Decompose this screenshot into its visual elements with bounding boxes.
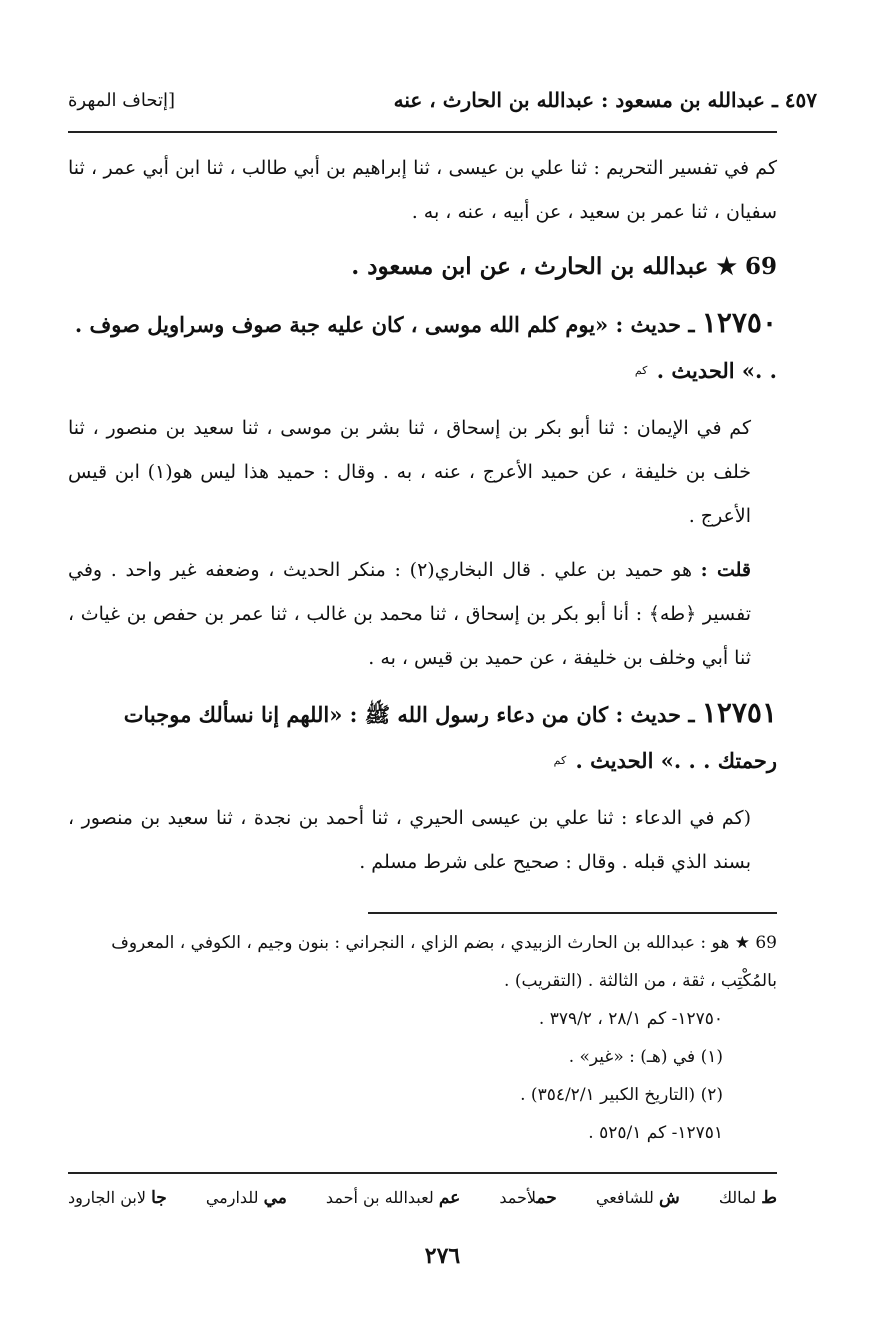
comment-text: هو حميد بن علي . قال البخاري(٢) : منكر الحديث ، وضعفه غير واحد . وفي تفسير ﴿طه﴾ : أنا أبو بكر بن إسحاق ، ثنا محمد بن غالب ، ثنا عمر بن حفص بن غياث ، ثنا أبي وخلف بن خليفة ، عن حميد بن قيس ، به .: [68, 559, 751, 669]
narrator-entry-heading: [68, 244, 777, 290]
running-title: ٤٥٧ ـ عبدالله بن مسعود : عبدالله بن الحارث ، عنه: [393, 88, 817, 112]
legend-item: ط لمالك: [718, 1188, 777, 1208]
footnotes: [68, 924, 777, 1152]
paragraph-2: كم في الإيمان : ثنا أبو بكر بن إسحاق ، ثنا بشر بن موسى ، ثنا سعيد بن منصور ، ثنا خلف بن خليفة ، عن حميد الأعرج ، عنه ، به . وقال : حميد هذا ليس هو(١) ابن قيس الأعرج .: [68, 417, 751, 527]
legend-item: ش للشافعي: [595, 1188, 680, 1208]
hadith-12750: [68, 300, 777, 394]
page-number: ٢٧٦: [424, 1243, 461, 1269]
entry-text: عبدالله بن الحارث ، عن ابن مسعود .: [351, 253, 709, 280]
book-title: [إتحاف المهرة: [68, 89, 176, 111]
footnote-rule: [368, 912, 777, 914]
hadith-label: ـ حديث :: [615, 702, 695, 727]
hadith-number: ١٢٧٥١: [701, 696, 777, 729]
abbreviation-legend: [68, 1184, 777, 1212]
legend-item: مي للدارمي: [205, 1188, 287, 1208]
hadith-text: «يوم كلم الله موسى ، كان عليه جبة صوف وسراويل صوف . . .» الحديث .: [74, 312, 777, 383]
legend-rule: [68, 1172, 777, 1174]
source-mark: كم: [553, 754, 567, 767]
source-mark: كم: [634, 364, 648, 377]
paragraph-1: كم في تفسير التحريم : ثنا علي بن عيسى ، ثنا إبراهيم بن أبي طالب ، ثنا ابن أبي عمر ، ثنا سفيان ، ثنا عمر بن سعيد ، عن أبيه ، عنه ، به .: [68, 157, 777, 223]
hadith-12751: [68, 690, 777, 784]
paragraph-3: [68, 548, 777, 680]
header-rule: [68, 131, 777, 133]
comment-label: قلت :: [700, 559, 751, 581]
hadith-number: ١٢٧٥٠: [701, 306, 777, 339]
page-header: [68, 80, 817, 120]
star-icon: ★: [716, 253, 737, 280]
footnote-12751: ١٢٧٥١- كم ٥٢٥/١ .: [588, 1123, 723, 1143]
main-text: [68, 146, 777, 894]
hadith-label: ـ حديث :: [615, 312, 695, 337]
hadith-text: كان من دعاء رسول الله ﷺ : «اللهم إنا نسألك موجبات رحمتك . . .» الحديث .: [123, 702, 777, 773]
paragraph-4: (كم في الدعاء : ثنا علي بن عيسى الحيري ، ثنا أحمد بن نجدة ، ثنا سعيد بن منصور ، بسند الذي قبله . وقال : صحيح على شرط مسلم .: [68, 807, 751, 873]
legend-item: جا لابن الجارود: [68, 1188, 167, 1208]
footnote-2: (٢) (التاريخ الكبير ٣٥٤/٢/١) .: [520, 1085, 723, 1105]
legend-item: عم لعبدالله بن أحمد: [325, 1188, 461, 1208]
footnote-1: (١) في (هـ) : «غير» .: [568, 1047, 723, 1067]
footnote-12750: ١٢٧٥٠- كم ٢٨/١ ، ٣٧٩/٢ .: [538, 1009, 723, 1029]
legend-item: حملأحمد: [499, 1188, 557, 1208]
entry-number: 69: [744, 253, 777, 280]
footnote-69: 69 ★ هو : عبدالله بن الحارث الزبيدي ، بضم الزاي ، النجراني : بنون وجيم ، الكوفي ، المعروف بالمُكْتِب ، ثقة ، من الثالثة . (التقريب) .: [111, 933, 777, 991]
